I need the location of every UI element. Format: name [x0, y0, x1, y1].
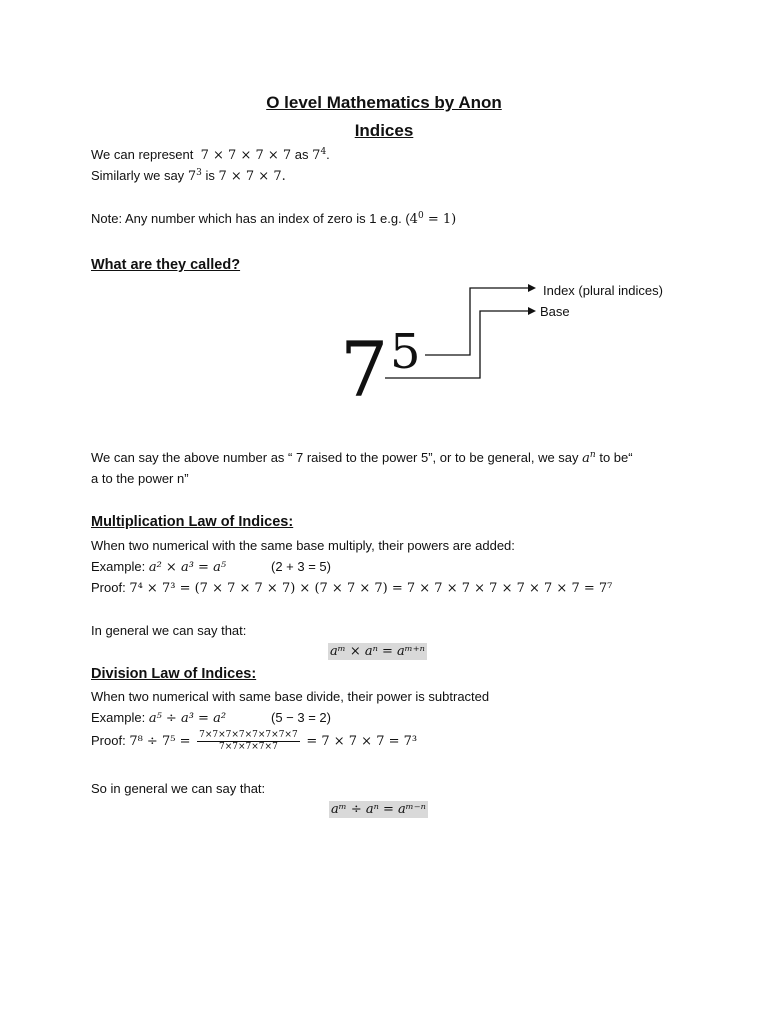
intro-line-1: We can represent 7 × 7 × 7 × 7 as $7^4$. [91, 147, 330, 163]
division-intro: When two numerical with same base divide, their power is subtracted [91, 689, 490, 704]
multiplication-heading: Multiplication Law of Indices: [91, 514, 294, 530]
division-example-expression: a⁵ ÷ a³ = a² [148, 711, 227, 726]
index-arrow-line [425, 288, 530, 355]
index-arrow-head [528, 284, 536, 292]
intro-line-1-as: as [294, 147, 309, 162]
called-description-line-2: a to the power n” [91, 471, 189, 486]
fraction-numerator: 7×7×7×7×7×7×7×7 [199, 730, 298, 740]
division-example-note: (5 − 3 = 2) [271, 710, 331, 725]
general-power: $a^n$ [582, 450, 596, 466]
note-equals: = 1) [423, 212, 457, 227]
intro-line-1-expression: 7 × 7 × 7 × 7 [200, 148, 292, 163]
division-proof-lhs: 7⁸ ÷ 7⁵ = [129, 733, 191, 749]
multiplication-example: Example: a² × a³ = a⁵ [91, 559, 227, 575]
intro-line-1-result: $7^4$ [312, 147, 327, 163]
base-arrow-head [528, 307, 536, 315]
division-general-text: So in general we can say that: [91, 781, 266, 796]
intro-line-2-is: is [205, 168, 215, 183]
note-text: Note: Any number which has an index of zero is 1 e.g. ( [91, 211, 410, 226]
intro-line-1-prefix: We can represent [91, 147, 194, 162]
multiplication-proof: Proof: 7⁴ × 7³ = (7 × 7 × 7 × 7) × (7 × 7 × 7) = 7 × 7 × 7 × 7 × 7 × 7 × 7 = 7⁷ [91, 580, 613, 596]
multiplication-general-text: In general we can say that: [91, 623, 247, 638]
division-proof-fraction [197, 730, 300, 753]
index-label: Index (plural indices) [543, 283, 663, 298]
division-heading: Division Law of Indices: [91, 666, 257, 682]
base-label: Base [540, 304, 570, 319]
note-power: $4^0$ [409, 211, 424, 227]
big-power-digit: 5 [390, 324, 421, 380]
document-title: O level Mathematics by Anon [266, 93, 502, 112]
fraction-denominator: 7×7×7×7×7 [219, 742, 278, 752]
intro-line-2-power: $7^3$ [187, 168, 202, 184]
division-proof-rhs: = 7 × 7 × 7 = 7³ [306, 733, 418, 749]
big-base-digit: 7 [340, 325, 389, 414]
called-description-line-1: We can say the above number as “ 7 raised to the power 5”, or to be general, we say $a^n$ to be“ [91, 450, 633, 466]
intro-line-2-expression: 7 × 7 × 7. [218, 169, 286, 184]
division-example: Example: a⁵ ÷ a³ = a² [91, 710, 227, 726]
multiplication-example-expression: a² × a³ = a⁵ [148, 560, 227, 575]
base-arrow-line [385, 311, 530, 378]
multiplication-intro: When two numerical with the same base multiply, their powers are added: [91, 538, 515, 553]
division-proof: Proof: 7⁸ ÷ 7⁵ = $\frac{7\times 7\times 7\times 7\times 7\times 7\times 7\times 7}{7\times 7\times 7\times 7\times 7}$ = 7 × 7 × 7 = 7³ [91, 730, 418, 752]
multiplication-proof-expression: 7⁴ × 7³ = (7 × 7 × 7 × 7) × (7 × 7 × 7) = 7 × 7 × 7 × 7 × 7 × 7 × 7 = 7⁷ [129, 581, 613, 596]
multiplication-rule: aᵐ × aⁿ = aᵐ⁺ⁿ [330, 644, 425, 659]
called-heading: What are they called? [91, 257, 241, 273]
intro-line-2-prefix: Similarly we say [91, 168, 185, 183]
division-rule: aᵐ ÷ aⁿ = aᵐ⁻ⁿ [331, 802, 426, 817]
multiplication-example-note: (2 + 3 = 5) [271, 559, 331, 574]
document-subtitle: Indices [354, 121, 414, 140]
